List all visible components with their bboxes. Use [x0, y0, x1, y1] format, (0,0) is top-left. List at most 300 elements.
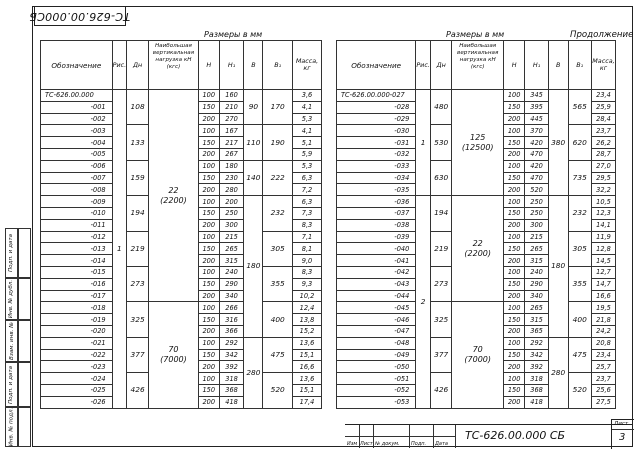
b1-cell: 735 — [568, 160, 591, 195]
h-cell: 150 — [198, 278, 219, 290]
h1-cell: 368 — [219, 384, 244, 396]
load-cell-r2 — [452, 196, 503, 302]
mass-cell: 5,3 — [293, 113, 322, 125]
h1-cell: 250 — [525, 196, 548, 208]
designation-cell: -007 — [41, 172, 113, 184]
dn-cell: 159 — [127, 160, 149, 195]
header-h1: Н₁ — [219, 41, 244, 90]
h1-cell: 290 — [525, 278, 548, 290]
mass-cell: 5,3 — [293, 160, 322, 172]
b1-cell: 222 — [263, 160, 293, 195]
designation-cell: -036 — [337, 196, 416, 208]
h1-cell: 420 — [525, 160, 548, 172]
b-cell: 90 — [244, 90, 263, 125]
designation-cell: -018 — [41, 302, 113, 314]
dn-cell: 133 — [127, 125, 149, 160]
b-cell: 110 — [244, 125, 263, 160]
designation-cell: -012 — [41, 231, 113, 243]
b1-cell: 475 — [568, 337, 591, 372]
h-cell: 100 — [503, 160, 525, 172]
h-cell: 200 — [198, 325, 219, 337]
h1-cell: 392 — [525, 361, 548, 373]
side-cell-sign-date-2 — [5, 228, 18, 278]
b1-cell: 232 — [263, 196, 293, 231]
top-stamp-text: ТС-626.00.000СБ — [29, 9, 131, 23]
h-cell: 150 — [503, 101, 525, 113]
mass-cell: 15,1 — [293, 384, 322, 396]
header-dn: Дн — [127, 41, 149, 90]
h-cell: 150 — [503, 278, 525, 290]
h1-cell: 445 — [525, 113, 548, 125]
side-cell-inv-dubl — [5, 278, 18, 320]
h1-cell: 265 — [525, 243, 548, 255]
b1-cell: 355 — [568, 266, 591, 301]
designation-cell: -011 — [41, 219, 113, 231]
mass-cell: 13,6 — [293, 337, 322, 349]
designation-cell: -021 — [41, 337, 113, 349]
h1-cell: 318 — [525, 373, 548, 385]
h-cell: 200 — [503, 219, 525, 231]
h1-cell: 366 — [219, 325, 244, 337]
h-cell: 150 — [503, 243, 525, 255]
mass-cell: 14,1 — [591, 219, 615, 231]
designation-cell: -006 — [41, 160, 113, 172]
mass-cell: 25,7 — [591, 361, 615, 373]
h1-cell: 265 — [219, 243, 244, 255]
side-cell-empty-3 — [18, 320, 31, 362]
h1-cell: 418 — [219, 396, 244, 408]
mass-cell: 8,1 — [293, 243, 322, 255]
designation-cell: -023 — [41, 361, 113, 373]
h1-cell: 395 — [525, 101, 548, 113]
designation-cell: -013 — [41, 243, 113, 255]
designation-cell: -051 — [337, 373, 416, 385]
mass-cell: 15,2 — [293, 325, 322, 337]
h1-cell: 240 — [525, 266, 548, 278]
mass-cell: 25,9 — [591, 101, 615, 113]
h1-cell: 342 — [525, 349, 548, 361]
h-cell: 200 — [198, 361, 219, 373]
mass-cell: 23,4 — [591, 90, 615, 102]
dn-cell: 273 — [127, 266, 149, 301]
side-cell-empty-1 — [18, 228, 31, 278]
mass-cell: 14,7 — [591, 278, 615, 290]
h-cell: 100 — [198, 266, 219, 278]
designation-cell: -039 — [337, 231, 416, 243]
h-cell: 200 — [503, 396, 525, 408]
h-cell: 100 — [198, 231, 219, 243]
h1-cell: 315 — [525, 255, 548, 267]
designation-cell: -003 — [41, 125, 113, 137]
b1-cell: 520 — [263, 373, 293, 408]
mass-cell: 21,8 — [591, 314, 615, 326]
mass-cell: 4,1 — [293, 125, 322, 137]
designation-cell: -025 — [41, 384, 113, 396]
h1-cell: 370 — [525, 125, 548, 137]
designation-cell: -033 — [337, 160, 416, 172]
h-cell: 200 — [503, 361, 525, 373]
h-cell: 150 — [198, 137, 219, 149]
b1-cell: 475 — [263, 337, 293, 372]
h1-cell: 230 — [219, 172, 244, 184]
tb-label-date: Дата — [435, 441, 448, 447]
h-cell: 100 — [503, 266, 525, 278]
h1-cell: 345 — [525, 90, 548, 102]
h-cell: 100 — [198, 302, 219, 314]
table-row — [337, 302, 616, 314]
h-cell: 100 — [503, 302, 525, 314]
h-cell: 100 — [503, 337, 525, 349]
designation-cell: -029 — [337, 113, 416, 125]
h1-cell: 215 — [219, 231, 244, 243]
mass-cell: 23,7 — [591, 125, 615, 137]
header-load: Наибольшая вертикальная нагрузка кН (кгс) — [149, 41, 199, 90]
header-mass: Масса, кг — [293, 41, 322, 90]
load-cell-r1-kgs: (12500) — [461, 142, 494, 152]
tb-label-izm: Изм — [347, 441, 358, 447]
table-row — [41, 90, 322, 102]
load-cell-r3-kn: 70 — [472, 344, 483, 354]
h-cell: 200 — [198, 148, 219, 160]
h1-cell: 200 — [219, 196, 244, 208]
mass-cell: 3,6 — [293, 90, 322, 102]
dn-cell: 630 — [430, 160, 452, 195]
side-text-inv-dubl: Инв. № дубл. — [8, 279, 15, 319]
mass-cell: 26,2 — [591, 137, 615, 149]
designation-cell: -026 — [41, 396, 113, 408]
mass-cell: 5,1 — [293, 137, 322, 149]
mass-cell: 15,1 — [293, 349, 322, 361]
h-cell: 200 — [198, 290, 219, 302]
header-b-r: В — [548, 41, 568, 90]
load-cell-a-kgs: (2200) — [160, 195, 187, 205]
mass-cell: 20,8 — [591, 337, 615, 349]
mass-cell: 8,3 — [293, 266, 322, 278]
fig-cell: 1 — [112, 90, 127, 409]
h-cell: 150 — [198, 314, 219, 326]
designation-cell: -004 — [41, 137, 113, 149]
designation-cell: -031 — [337, 137, 416, 149]
dn-cell: 108 — [127, 90, 149, 125]
header-h: Н — [198, 41, 219, 90]
h1-cell: 280 — [219, 184, 244, 196]
load-cell-r3-kgs: (7000) — [464, 354, 491, 364]
h-cell: 200 — [198, 396, 219, 408]
side-cell-vzam — [5, 320, 18, 362]
h-cell: 100 — [503, 196, 525, 208]
b-cell: 180 — [244, 196, 263, 338]
continued-label: Продолжение — [570, 30, 634, 40]
tb-label-list: Лист — [360, 441, 373, 447]
mass-cell: 27,5 — [591, 396, 615, 408]
mass-cell: 28,4 — [591, 113, 615, 125]
designation-cell: -005 — [41, 148, 113, 160]
h-cell: 200 — [198, 113, 219, 125]
load-cell-r1-kn: 125 — [470, 132, 486, 142]
h1-cell: 420 — [525, 137, 548, 149]
designation-cell: -042 — [337, 266, 416, 278]
mass-cell: 4,1 — [293, 101, 322, 113]
right-table — [336, 40, 616, 409]
h-cell: 100 — [503, 90, 525, 102]
mass-cell: 12,7 — [591, 266, 615, 278]
h1-cell: 315 — [525, 314, 548, 326]
h1-cell: 418 — [525, 396, 548, 408]
h-cell: 200 — [503, 148, 525, 160]
tb-label-doc: № докум. — [375, 441, 400, 447]
b-cell: 140 — [244, 160, 263, 195]
h-cell: 150 — [503, 137, 525, 149]
h1-cell: 342 — [219, 349, 244, 361]
dn-cell: 325 — [430, 302, 452, 337]
sheet-number-box — [611, 419, 634, 449]
mass-cell: 24,2 — [591, 325, 615, 337]
h1-cell: 470 — [525, 172, 548, 184]
mass-cell: 7,3 — [293, 207, 322, 219]
designation-cell: -015 — [41, 266, 113, 278]
designation-cell: -048 — [337, 337, 416, 349]
mass-cell: 23,7 — [591, 373, 615, 385]
load-cell-r3 — [452, 302, 503, 408]
designation-cell: -022 — [41, 349, 113, 361]
b1-cell: 232 — [568, 196, 591, 231]
designation-cell: -016 — [41, 278, 113, 290]
h1-cell: 160 — [219, 90, 244, 102]
load-cell-b-kn: 70 — [168, 344, 179, 354]
h1-cell: 520 — [525, 184, 548, 196]
mass-cell: 8,3 — [293, 219, 322, 231]
title-block-grid — [345, 425, 461, 448]
h1-cell: 392 — [219, 361, 244, 373]
b-cell: 280 — [244, 337, 263, 408]
mass-cell: 12,3 — [591, 207, 615, 219]
designation-cell: -001 — [41, 101, 113, 113]
h1-cell: 250 — [525, 207, 548, 219]
h-cell: 100 — [503, 125, 525, 137]
h-cell: 150 — [198, 349, 219, 361]
load-cell-a-kn: 22 — [168, 185, 179, 195]
dn-cell: 377 — [127, 337, 149, 372]
side-cell-sign-date-1 — [5, 362, 18, 407]
header-designation-r: Обозначение — [337, 41, 416, 90]
h1-cell: 292 — [219, 337, 244, 349]
mass-cell: 19,5 — [591, 302, 615, 314]
tb-row-line — [345, 436, 455, 437]
designation-cell: -046 — [337, 314, 416, 326]
side-text-sign-date-1: Подп. и дата — [8, 365, 15, 404]
h1-cell: 270 — [219, 113, 244, 125]
h-cell: 100 — [503, 373, 525, 385]
b1-cell: 305 — [568, 231, 591, 266]
fig-cell: 2 — [416, 196, 431, 408]
title-block — [345, 421, 633, 448]
side-text-inv-podl: Инв. № подл. — [8, 407, 15, 447]
b1-cell: 355 — [263, 266, 293, 301]
table-row — [337, 90, 616, 102]
designation-cell: -037 — [337, 207, 416, 219]
h1-cell: 340 — [219, 290, 244, 302]
h-cell: 150 — [198, 243, 219, 255]
designation-cell: -028 — [337, 101, 416, 113]
h-cell: 200 — [503, 184, 525, 196]
designation-cell: -014 — [41, 255, 113, 267]
designation-cell: -050 — [337, 361, 416, 373]
h1-cell: 250 — [219, 207, 244, 219]
h1-cell: 265 — [525, 302, 548, 314]
h1-cell: 240 — [219, 266, 244, 278]
designation-cell: -047 — [337, 325, 416, 337]
mass-cell: 5,9 — [293, 148, 322, 160]
h-cell: 150 — [198, 384, 219, 396]
h-cell: 100 — [198, 337, 219, 349]
designation-cell: -041 — [337, 255, 416, 267]
b1-cell: 400 — [568, 302, 591, 337]
mass-cell: 28,7 — [591, 148, 615, 160]
header-h1-r: Н₁ — [525, 41, 548, 90]
right-heading: Размеры в мм — [446, 30, 505, 39]
document-code: ТС-626.00.000 СБ — [465, 429, 566, 442]
b1-cell: 190 — [263, 125, 293, 160]
h1-cell: 167 — [219, 125, 244, 137]
designation-cell: -002 — [41, 113, 113, 125]
designation-cell: -045 — [337, 302, 416, 314]
h-cell: 150 — [503, 314, 525, 326]
h-cell: 150 — [503, 207, 525, 219]
load-cell-b-kgs: (7000) — [160, 354, 187, 364]
mass-cell: 32,2 — [591, 184, 615, 196]
side-text-vzam: Взам. инв. № — [8, 322, 15, 360]
h1-cell: 315 — [219, 255, 244, 267]
header-fig: Рис. — [112, 41, 127, 90]
load-cell-r2-kn: 22 — [472, 238, 483, 248]
h-cell: 100 — [198, 196, 219, 208]
side-cell-empty-4 — [18, 362, 31, 407]
load-cell-a — [149, 90, 199, 302]
h-cell: 150 — [503, 172, 525, 184]
designation-cell: -040 — [337, 243, 416, 255]
h-cell: 100 — [198, 373, 219, 385]
h-cell: 200 — [198, 184, 219, 196]
mass-cell: 17,4 — [293, 396, 322, 408]
mass-cell: 7,1 — [293, 231, 322, 243]
designation-cell: -043 — [337, 278, 416, 290]
header-mass-r: Масса, кг — [591, 41, 615, 90]
mass-cell: 7,2 — [293, 184, 322, 196]
h-cell: 150 — [503, 349, 525, 361]
b1-cell: 400 — [263, 302, 293, 337]
side-stamp — [5, 228, 31, 447]
header-fig-r: Рис. — [416, 41, 431, 90]
h1-cell: 210 — [219, 101, 244, 113]
header-dn-r: Дн — [430, 41, 452, 90]
left-table — [40, 40, 322, 409]
mass-cell: 10,2 — [293, 290, 322, 302]
table-row — [337, 196, 616, 208]
dn-cell: 219 — [127, 231, 149, 266]
h-cell: 150 — [198, 101, 219, 113]
mass-cell: 16,6 — [591, 290, 615, 302]
designation-cell: -017 — [41, 290, 113, 302]
designation-cell: -049 — [337, 349, 416, 361]
mass-cell: 9,3 — [293, 278, 322, 290]
h-cell: 200 — [503, 113, 525, 125]
h1-cell: 318 — [219, 373, 244, 385]
header-designation: Обозначение — [41, 41, 113, 90]
h1-cell: 340 — [525, 290, 548, 302]
h-cell: 150 — [503, 384, 525, 396]
h1-cell: 292 — [525, 337, 548, 349]
sheet-number: 3 — [619, 432, 626, 443]
dn-cell: 325 — [127, 302, 149, 337]
dn-cell: 480 — [430, 90, 452, 125]
sheet-label: Лист — [614, 421, 629, 427]
mass-cell: 27,0 — [591, 160, 615, 172]
dn-cell: 530 — [430, 125, 452, 160]
mass-cell: 11,9 — [591, 231, 615, 243]
h1-cell: 470 — [525, 148, 548, 160]
h1-cell: 368 — [525, 384, 548, 396]
table-row — [41, 302, 322, 314]
h1-cell: 215 — [525, 231, 548, 243]
header-load-r: Наибольшая вертикальная нагрузка кН (кгс) — [452, 41, 503, 90]
dn-cell: 426 — [127, 373, 149, 408]
dn-cell: 426 — [430, 373, 452, 408]
b1-cell: 520 — [568, 373, 591, 408]
h-cell: 200 — [503, 290, 525, 302]
designation-cell: -032 — [337, 148, 416, 160]
mass-cell: 16,6 — [293, 361, 322, 373]
designation-cell: -009 — [41, 196, 113, 208]
designation-cell: -034 — [337, 172, 416, 184]
header-b1-r: В₁ — [568, 41, 591, 90]
mass-cell: 9,0 — [293, 255, 322, 267]
designation-cell: ТС-626.00.000 — [41, 90, 113, 102]
mass-cell: 23,4 — [591, 349, 615, 361]
mass-cell: 25,6 — [591, 384, 615, 396]
h1-cell: 300 — [219, 219, 244, 231]
h1-cell: 365 — [525, 325, 548, 337]
b-cell: 180 — [548, 196, 568, 338]
dn-cell: 194 — [430, 196, 452, 231]
designation-cell: -044 — [337, 290, 416, 302]
h1-cell: 217 — [219, 137, 244, 149]
mass-cell: 6,3 — [293, 196, 322, 208]
designation-cell: -008 — [41, 184, 113, 196]
h-cell: 100 — [198, 125, 219, 137]
dn-cell: 194 — [127, 196, 149, 231]
mass-cell: 13,8 — [293, 314, 322, 326]
h-cell: 200 — [503, 325, 525, 337]
designation-cell: -030 — [337, 125, 416, 137]
designation-cell: -010 — [41, 207, 113, 219]
designation-cell: -038 — [337, 219, 416, 231]
h-cell: 100 — [198, 160, 219, 172]
h-cell: 100 — [503, 231, 525, 243]
h1-cell: 180 — [219, 160, 244, 172]
dn-cell: 377 — [430, 337, 452, 372]
dn-cell: 273 — [430, 266, 452, 301]
load-cell-b — [149, 302, 199, 408]
mass-cell: 10,5 — [591, 196, 615, 208]
header-b: В — [244, 41, 263, 90]
b1-cell: 620 — [568, 125, 591, 160]
h-cell: 200 — [198, 219, 219, 231]
side-text-sign-date-2: Подп. и дата — [8, 233, 15, 273]
mass-cell: 13,6 — [293, 373, 322, 385]
h-cell: 200 — [503, 255, 525, 267]
b1-cell: 565 — [568, 90, 591, 125]
mass-cell: 12,8 — [591, 243, 615, 255]
